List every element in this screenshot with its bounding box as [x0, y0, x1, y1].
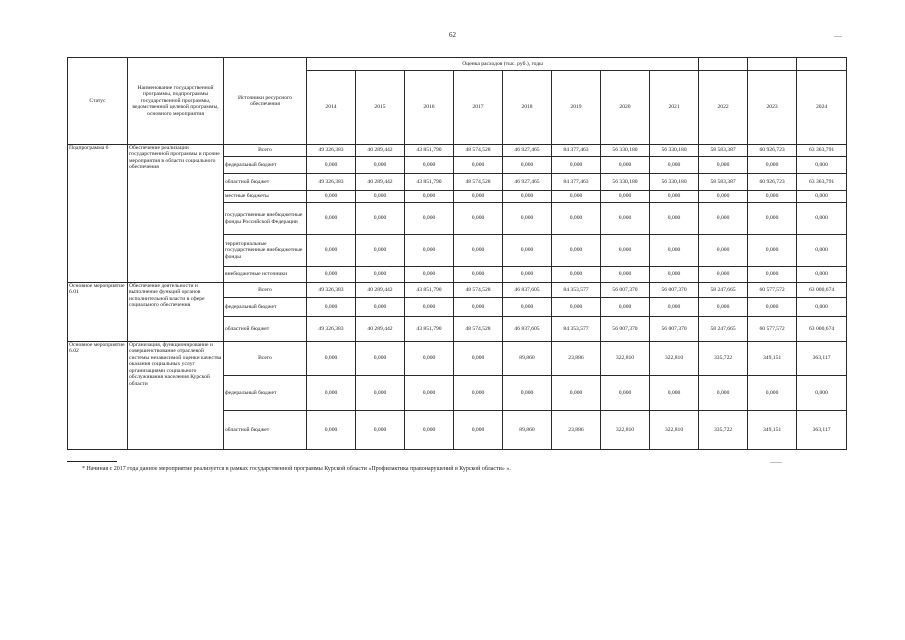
year-header: 2015 — [356, 71, 405, 145]
value-cell: 0,000 — [748, 235, 797, 267]
value-cell: 0,000 — [797, 298, 847, 317]
value-cell: 56 007,370 — [601, 317, 650, 342]
source-cell: государственные внебюджетные фонды Российской Федерации — [224, 203, 307, 235]
value-cell: 46 927,465 — [503, 174, 552, 191]
footnote-divider — [67, 461, 117, 462]
value-cell: 0,000 — [748, 376, 797, 411]
year-header: 2016 — [405, 71, 454, 145]
value-cell: 0,000 — [356, 342, 405, 376]
value-cell: 40 289,442 — [356, 174, 405, 191]
source-cell: федеральный бюджет — [224, 376, 307, 411]
value-cell: 0,000 — [552, 235, 601, 267]
value-cell: 0,000 — [748, 157, 797, 174]
value-cell: 0,000 — [797, 203, 847, 235]
value-cell: 0,000 — [503, 298, 552, 317]
value-cell: 49 326,383 — [307, 317, 356, 342]
value-cell: 0,000 — [405, 235, 454, 267]
value-cell: 89,860 — [503, 411, 552, 450]
value-cell: 363,117 — [797, 411, 847, 450]
value-cell: 40 289,442 — [356, 317, 405, 342]
value-cell: 0,000 — [454, 191, 503, 203]
value-cell: 0,000 — [797, 157, 847, 174]
value-cell: 46 837,605 — [503, 283, 552, 298]
value-cell: 0,000 — [405, 157, 454, 174]
value-cell: 0,000 — [552, 191, 601, 203]
value-cell: 40 289,442 — [356, 145, 405, 157]
program-name-cell: Организация, функционирование и совершенствование отраслевой системы независимой оценки качества оказания социальных услуг организациями социального обслуживания населения Курской области — [128, 342, 224, 450]
value-cell: 0,000 — [307, 376, 356, 411]
value-cell: 56 007,370 — [601, 283, 650, 298]
value-cell: 0,000 — [454, 235, 503, 267]
value-cell: 0,000 — [552, 267, 601, 283]
scan-mark — [770, 462, 782, 463]
value-cell: 48 574,528 — [454, 145, 503, 157]
value-cell: 0,000 — [601, 298, 650, 317]
value-cell: 84 377,463 — [552, 145, 601, 157]
source-cell: федеральный бюджет — [224, 298, 307, 317]
value-cell: 43 851,790 — [405, 317, 454, 342]
value-cell: 0,000 — [405, 376, 454, 411]
value-cell: 0,000 — [356, 411, 405, 450]
value-cell: 0,000 — [405, 411, 454, 450]
value-cell: 0,000 — [552, 157, 601, 174]
value-cell: 0,000 — [307, 191, 356, 203]
value-cell: 0,000 — [650, 235, 699, 267]
value-cell: 0,000 — [797, 376, 847, 411]
table-row — [68, 283, 847, 298]
value-cell: 63 000,674 — [797, 283, 847, 298]
table-header — [68, 58, 847, 145]
value-cell: 349,151 — [748, 411, 797, 450]
status-cell: Основное мероприятие 6.01 — [68, 283, 128, 342]
footnote: * Начиная с 2017 года данное мероприятие реализуется в рамках государственной программы Курской области «Профилактика правонарушений в Курской области» ». — [82, 466, 511, 472]
value-cell: 56 330,180 — [650, 174, 699, 191]
value-cell: 56 330,180 — [601, 145, 650, 157]
value-cell: 0,000 — [601, 191, 650, 203]
value-cell: 48 574,528 — [454, 174, 503, 191]
value-cell: 0,000 — [405, 342, 454, 376]
value-cell: 0,000 — [503, 191, 552, 203]
value-cell: 63 000,674 — [797, 317, 847, 342]
estimate-header-blank — [699, 58, 748, 71]
value-cell: 56 330,180 — [650, 145, 699, 157]
value-cell: 0,000 — [307, 203, 356, 235]
status-cell: Подпрограмма 6 — [68, 145, 128, 283]
value-cell: 60 577,572 — [748, 317, 797, 342]
source-cell: Всего — [224, 145, 307, 157]
value-cell: 0,000 — [356, 235, 405, 267]
value-cell: 58 583,387 — [699, 145, 748, 157]
source-cell: территориальные государственные внебюджетные фонды — [224, 235, 307, 267]
value-cell: 322,810 — [650, 411, 699, 450]
value-cell: 49 326,383 — [307, 283, 356, 298]
value-cell: 0,000 — [454, 203, 503, 235]
year-header: 2023 — [748, 71, 797, 145]
value-cell: 0,000 — [699, 235, 748, 267]
value-cell: 60 926,723 — [748, 174, 797, 191]
source-cell: Всего — [224, 342, 307, 376]
value-cell: 0,000 — [503, 235, 552, 267]
year-header: 2020 — [601, 71, 650, 145]
value-cell: 0,000 — [552, 298, 601, 317]
value-cell: 58 583,387 — [699, 174, 748, 191]
status-cell: Основное мероприятие 6.02 — [68, 342, 128, 450]
value-cell: 48 574,528 — [454, 283, 503, 298]
value-cell: 63 363,791 — [797, 174, 847, 191]
value-cell: 0,000 — [797, 267, 847, 283]
value-cell: 60 577,572 — [748, 283, 797, 298]
table-body — [68, 145, 847, 450]
value-cell: 0,000 — [307, 342, 356, 376]
source-cell: областной бюджет — [224, 411, 307, 450]
value-cell: 0,000 — [503, 203, 552, 235]
value-cell: 0,000 — [748, 267, 797, 283]
value-cell: 84 377,463 — [552, 174, 601, 191]
value-cell: 0,000 — [699, 298, 748, 317]
source-cell: внебюджетные источники — [224, 267, 307, 283]
value-cell: 0,000 — [503, 376, 552, 411]
value-cell: 0,000 — [552, 376, 601, 411]
year-header: 2024 — [797, 71, 847, 145]
value-cell: 49 326,383 — [307, 174, 356, 191]
value-cell: 23,886 — [552, 342, 601, 376]
value-cell: 0,000 — [405, 267, 454, 283]
value-cell: 0,000 — [650, 191, 699, 203]
value-cell: 0,000 — [601, 267, 650, 283]
scan-mark — [834, 36, 842, 37]
source-header: Источники ресурсного обеспечения — [224, 58, 307, 145]
value-cell: 89,860 — [503, 342, 552, 376]
value-cell: 63 363,791 — [797, 145, 847, 157]
value-cell: 0,000 — [307, 235, 356, 267]
year-header: 2018 — [503, 71, 552, 145]
table-row — [68, 342, 847, 376]
value-cell: 0,000 — [748, 203, 797, 235]
value-cell: 0,000 — [797, 191, 847, 203]
value-cell: 0,000 — [650, 203, 699, 235]
estimate-header: Оценка расходов (тыс. руб.), годы — [307, 58, 699, 71]
value-cell: 0,000 — [405, 191, 454, 203]
value-cell: 0,000 — [356, 157, 405, 174]
value-cell: 0,000 — [405, 203, 454, 235]
program-name-cell: Обеспечение реализации государственной программы и прочие мероприятия в области социального обеспечения — [128, 145, 224, 283]
value-cell: 0,000 — [307, 298, 356, 317]
value-cell: 0,000 — [307, 411, 356, 450]
estimate-header-blank — [748, 58, 797, 71]
value-cell: 349,151 — [748, 342, 797, 376]
value-cell: 0,000 — [454, 267, 503, 283]
value-cell: 0,000 — [650, 298, 699, 317]
value-cell: 0,000 — [454, 376, 503, 411]
year-header: 2019 — [552, 71, 601, 145]
value-cell: 0,000 — [454, 157, 503, 174]
value-cell: 0,000 — [699, 267, 748, 283]
value-cell: 0,000 — [748, 298, 797, 317]
value-cell: 335,722 — [699, 342, 748, 376]
value-cell: 0,000 — [650, 376, 699, 411]
value-cell: 0,000 — [454, 411, 503, 450]
value-cell: 43 851,790 — [405, 283, 454, 298]
year-header: 2022 — [699, 71, 748, 145]
value-cell: 0,000 — [307, 267, 356, 283]
value-cell: 0,000 — [601, 235, 650, 267]
value-cell: 0,000 — [650, 157, 699, 174]
value-cell: 46 837,605 — [503, 317, 552, 342]
estimate-header-blank — [797, 58, 847, 71]
value-cell: 0,000 — [552, 203, 601, 235]
value-cell: 0,000 — [601, 157, 650, 174]
value-cell: 56 007,370 — [650, 283, 699, 298]
value-cell: 0,000 — [699, 157, 748, 174]
source-cell: Всего — [224, 283, 307, 298]
value-cell: 335,722 — [699, 411, 748, 450]
year-header: 2021 — [650, 71, 699, 145]
value-cell: 0,000 — [699, 191, 748, 203]
source-cell: местные бюджеты — [224, 191, 307, 203]
value-cell: 0,000 — [699, 376, 748, 411]
value-cell: 322,810 — [601, 342, 650, 376]
year-header: 2017 — [454, 71, 503, 145]
program-name-cell: Обеспечение деятельности и выполнение функций органов исполнительной власти в сфере социального обеспечения — [128, 283, 224, 342]
value-cell: 56 007,370 — [650, 317, 699, 342]
source-cell: федеральный бюджет — [224, 157, 307, 174]
name-header: Наименование государственной программы, подпрограммы государственной программы, ведомственной целевой программы, основного мероприятия — [128, 58, 224, 145]
value-cell: 0,000 — [356, 298, 405, 317]
table-row — [68, 145, 847, 157]
page-number: 62 — [449, 31, 456, 39]
value-cell: 0,000 — [405, 298, 454, 317]
value-cell: 322,810 — [601, 411, 650, 450]
value-cell: 363,117 — [797, 342, 847, 376]
value-cell: 0,000 — [356, 203, 405, 235]
value-cell: 0,000 — [797, 235, 847, 267]
value-cell: 0,000 — [454, 298, 503, 317]
value-cell: 43 851,790 — [405, 174, 454, 191]
value-cell: 48 574,528 — [454, 317, 503, 342]
value-cell: 0,000 — [356, 376, 405, 411]
value-cell: 23,886 — [552, 411, 601, 450]
value-cell: 0,000 — [748, 191, 797, 203]
budget-table — [67, 57, 847, 450]
source-cell: областной бюджет — [224, 174, 307, 191]
value-cell: 84 353,577 — [552, 283, 601, 298]
status-header: Статус — [68, 58, 128, 145]
value-cell: 0,000 — [503, 267, 552, 283]
value-cell: 40 289,442 — [356, 283, 405, 298]
value-cell: 0,000 — [356, 267, 405, 283]
value-cell: 46 927,465 — [503, 145, 552, 157]
source-cell: областной бюджет — [224, 317, 307, 342]
value-cell: 0,000 — [454, 342, 503, 376]
value-cell: 0,000 — [650, 267, 699, 283]
value-cell: 58 247,665 — [699, 317, 748, 342]
value-cell: 0,000 — [503, 157, 552, 174]
value-cell: 0,000 — [601, 203, 650, 235]
value-cell: 58 247,665 — [699, 283, 748, 298]
value-cell: 0,000 — [601, 376, 650, 411]
value-cell: 0,000 — [307, 157, 356, 174]
value-cell: 49 326,383 — [307, 145, 356, 157]
value-cell: 43 851,790 — [405, 145, 454, 157]
year-header: 2014 — [307, 71, 356, 145]
value-cell: 56 330,180 — [601, 174, 650, 191]
value-cell: 60 926,723 — [748, 145, 797, 157]
value-cell: 322,810 — [650, 342, 699, 376]
value-cell: 0,000 — [356, 191, 405, 203]
value-cell: 84 353,577 — [552, 317, 601, 342]
value-cell: 0,000 — [699, 203, 748, 235]
